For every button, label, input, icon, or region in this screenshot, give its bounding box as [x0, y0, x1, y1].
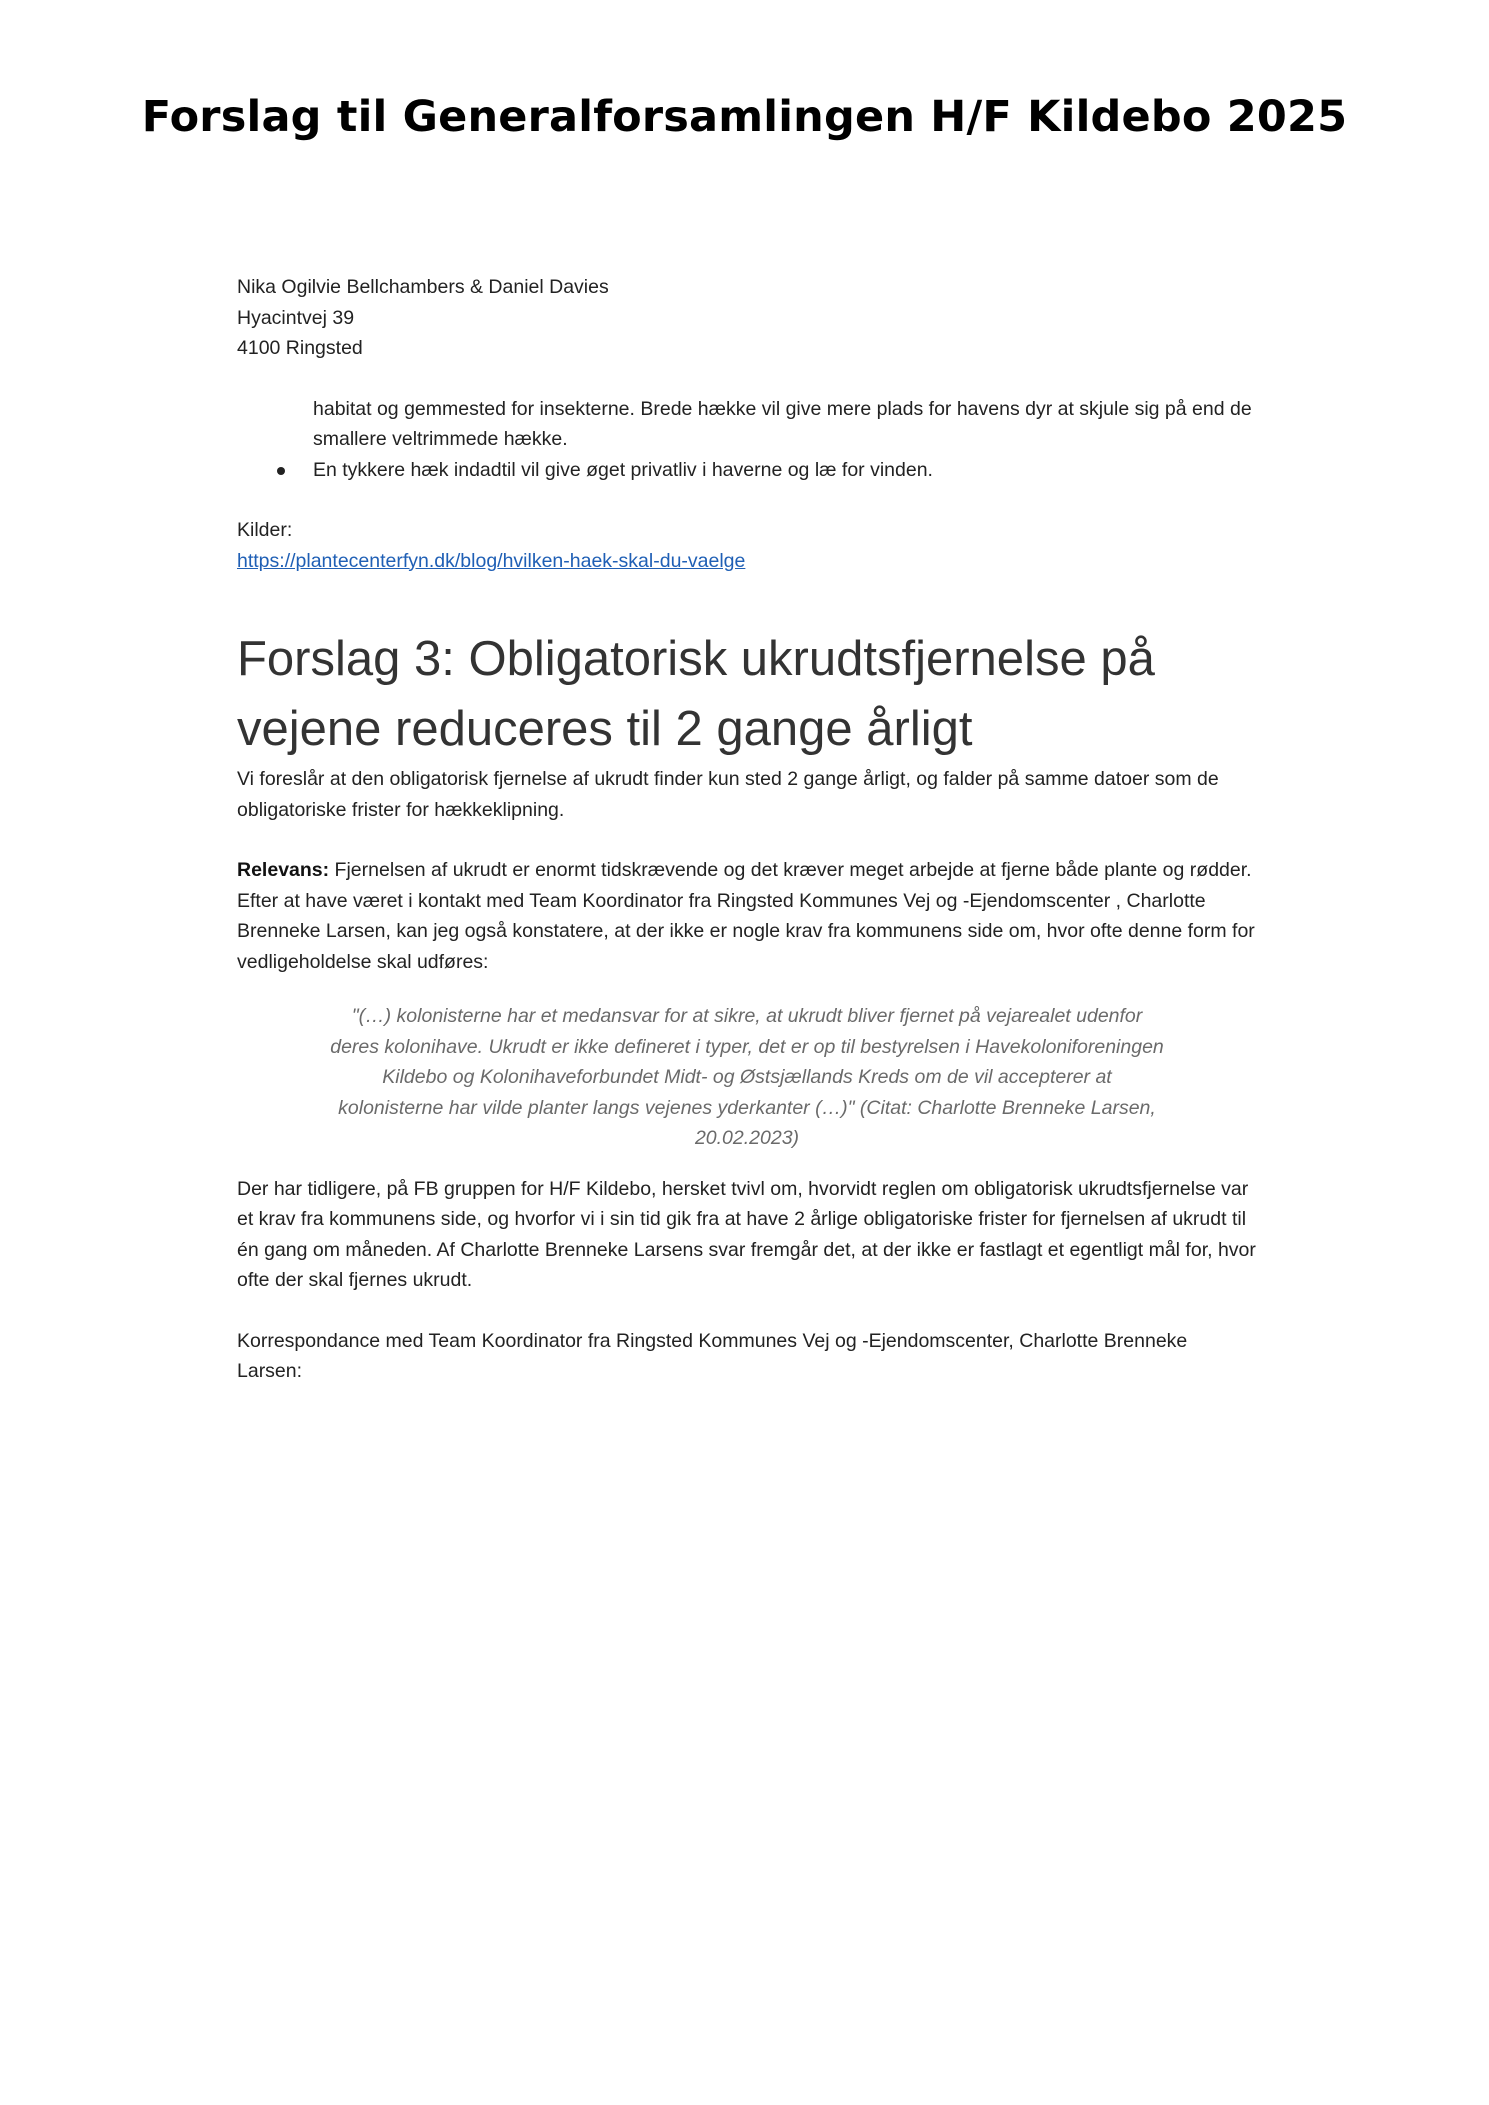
bullet-icon: [277, 467, 285, 475]
document-body: [237, 272, 1257, 1387]
relevance-text: Fjernelsen af ukrudt er enormt tidskrævende og det kræver meget arbejde at fjerne både plante og rødder. Efter at have været i kontakt med Team Koordinator fra Ringsted Kommunes Vej og -Ejendomscenter , Charlotte Brenneke Larsen, kan jeg også konstatere, at der ikke er nogle krav fra kommunens side om, hvor ofte denne form for vedligeholdelse skal udføres:: [237, 859, 1255, 973]
sources-block: [237, 515, 1257, 576]
relevance-paragraph: [237, 855, 1257, 977]
quote-block: "(…) kolonisterne har et medansvar for at sikre, at ukrudt bliver fjernet på vejarealet udenfor deres kolonihave. Ukrudt er ikke defineret i typer, det er op til bestyrelsen i Havekoloniforeningen Kildebo og Kolonihaveforbundet Midt- og Østsjællands Kreds om de vil accepterer at kolonisterne har vilde planter langs vejenes yderkanter (…)" (Citat: Charlotte Brenneke Larsen, 20.02.2023): [330, 1005, 1164, 1149]
address-names: Nika Ogilvie Bellchambers & Daniel Davies: [237, 276, 609, 298]
correspondence-paragraph: Korrespondance med Team Koordinator fra Ringsted Kommunes Vej og -Ejendomscenter, Charlotte Brenneke Larsen:: [237, 1329, 1188, 1382]
sources-label: Kilder:: [237, 519, 293, 541]
address-city: 4100 Ringsted: [237, 337, 363, 359]
background-paragraph: Der har tidligere, på FB gruppen for H/F Kildebo, hersket tvivl om, hvorvidt reglen om obligatorisk ukrudtsfjernelse var et krav fra kommunens side, og hvorfor vi i sin tid gik fra at have 2 årlige obligatoriske frister for fjernelsen af ukrudt til én gang om måneden. Af Charlotte Brenneke Larsens svar fremgår det, at der ikke er fastlagt et egentligt mål for, hvor ofte der skal fjernes ukrudt.: [237, 1177, 1256, 1291]
relevance-label: Relevans:: [237, 859, 330, 881]
continued-text: habitat og gemmested for insekterne. Brede hække vil give mere plads for havens dyr at skjule sig på end de smallere veltrimmede hække.: [313, 397, 1252, 450]
source-link[interactable]: https://plantecenterfyn.dk/blog/hvilken-haek-skal-du-vaelge: [237, 549, 746, 572]
list-item-text: En tykkere hæk indadtil vil give øget privatliv i haverne og læ for vinden.: [313, 458, 933, 481]
proposal-title: Forslag 3: Obligatorisk ukrudtsfjernelse på vejene reduceres til 2 gange årligt: [237, 632, 1155, 756]
address-street: Hyacintvej 39: [237, 306, 355, 329]
page-heading: Forslag til Generalforsamlingen H/F Kildebo 2025: [141, 92, 1348, 142]
address-block: [237, 272, 1257, 364]
proposal-intro: Vi foreslår at den obligatorisk fjernelse af ukrudt finder kun sted 2 gange årligt, og falder på samme datoer som de obligatoriske frister for hækkeklipning.: [237, 768, 1219, 821]
previous-section-excerpt: [237, 394, 1257, 486]
list-item: [313, 455, 1257, 486]
